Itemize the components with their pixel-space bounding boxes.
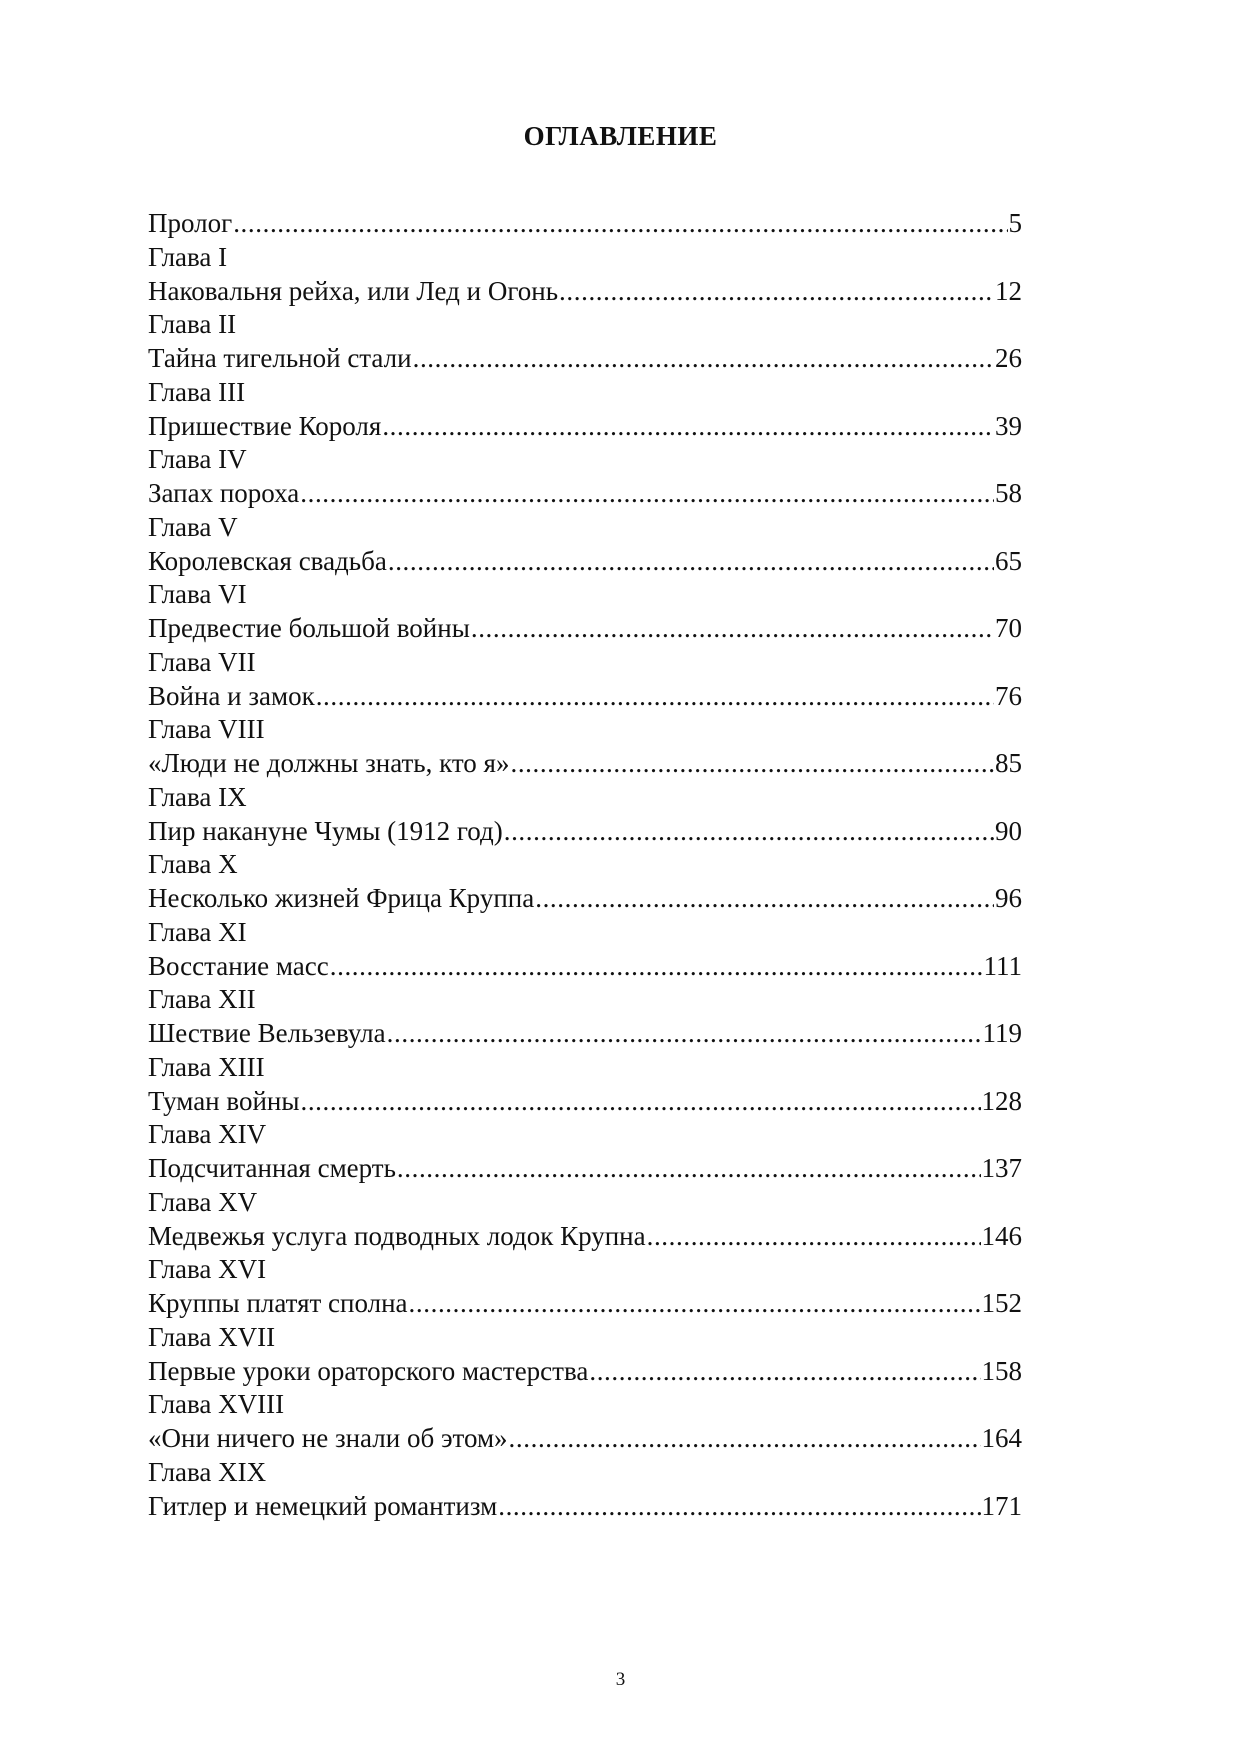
toc-chapter-label: Глава XII — [148, 984, 256, 1015]
toc-entry[interactable] — [148, 815, 1022, 849]
toc-entry[interactable] — [148, 747, 1022, 781]
toc-chapter-label: Глава IX — [148, 781, 247, 812]
toc-entry-page: 152 — [981, 1288, 1022, 1318]
toc-leader-dots — [387, 1017, 982, 1051]
toc-entry[interactable] — [148, 545, 1022, 579]
toc-entry[interactable] — [148, 1017, 1022, 1051]
toc-entry-title: «Они ничего не знали об этом» — [148, 1423, 508, 1453]
toc-leader-dots — [504, 815, 994, 849]
toc-entry-page: 171 — [981, 1490, 1022, 1521]
toc-leader-dots — [382, 410, 994, 444]
toc-entry[interactable] — [148, 1287, 1022, 1321]
toc-leader-dots — [300, 1085, 980, 1119]
toc-chapter-label: Глава III — [148, 376, 246, 407]
toc-leader-dots — [409, 1287, 981, 1321]
table-of-contents — [148, 207, 1022, 1523]
toc-chapter-label: Глава V — [148, 511, 238, 542]
toc-chapter-label: Глава VI — [148, 579, 247, 610]
toc-chapter-label: Глава XIII — [148, 1051, 265, 1082]
toc-entry-title: Пришествие Короля — [148, 410, 382, 441]
toc-entry-page: 119 — [982, 1018, 1022, 1048]
toc-entry-page: 146 — [981, 1220, 1022, 1251]
toc-chapter-label: Глава XIX — [148, 1456, 267, 1487]
page-title: ОГЛАВЛЕНИЕ — [523, 121, 718, 151]
toc-entry-page: 111 — [983, 950, 1022, 981]
toc-leader-dots — [647, 1220, 981, 1254]
toc-entry[interactable] — [148, 1490, 1022, 1524]
toc-chapter-label: Глава XI — [148, 916, 247, 947]
toc-entry-title: Несколько жизней Фрица Круппа — [148, 883, 535, 913]
toc-chapter-label: Глава IV — [148, 444, 247, 475]
toc-leader-dots — [330, 950, 983, 984]
toc-leader-dots — [397, 1152, 981, 1186]
toc-entry-page: 85 — [995, 748, 1022, 778]
toc-entry-title: Наковальня рейха, или Лед и Огонь — [148, 275, 559, 306]
toc-entry-page: 39 — [995, 410, 1022, 441]
toc-entry-title: Восстание масс — [148, 950, 329, 981]
toc-chapter-label: Глава XVI — [148, 1254, 267, 1285]
toc-entry-page: 26 — [995, 343, 1022, 373]
toc-entry-title: Война и замок — [148, 680, 315, 711]
toc-entry-page: 164 — [981, 1423, 1022, 1453]
toc-entry-title: Тайна тигельной стали — [148, 343, 412, 373]
toc-chapter-label: Глава I — [148, 241, 228, 272]
toc-entry[interactable] — [148, 950, 1022, 984]
toc-leader-dots — [509, 1422, 981, 1456]
page-number: 3 — [615, 1669, 626, 1690]
toc-leader-dots — [300, 477, 994, 511]
toc-leader-dots — [388, 545, 994, 579]
toc-entry[interactable] — [148, 275, 1022, 309]
toc-leader-dots — [316, 680, 994, 714]
toc-entry[interactable] — [148, 410, 1022, 444]
toc-entry-page: 12 — [995, 275, 1022, 306]
toc-entry-title: Пролог — [148, 208, 233, 238]
toc-chapter-label: Глава VIII — [148, 714, 265, 745]
toc-chapter-label: Глава XV — [148, 1186, 258, 1217]
toc-chapter-label: Глава XVIII — [148, 1389, 285, 1420]
toc-entry-prologue[interactable] — [148, 207, 1022, 241]
toc-entry-title: Предвестие большой войны — [148, 613, 470, 643]
toc-leader-dots — [233, 207, 1007, 241]
toc-entry-title: Туман войны — [148, 1085, 300, 1116]
toc-chapter-label: Глава II — [148, 309, 237, 340]
toc-leader-dots — [498, 1490, 980, 1524]
toc-entry-page: 158 — [981, 1355, 1022, 1386]
toc-leader-dots — [559, 275, 994, 309]
toc-chapter-label: Глава VII — [148, 646, 256, 677]
toc-entry-title: «Люди не должны знать, кто я» — [148, 748, 510, 778]
toc-entry[interactable] — [148, 680, 1022, 714]
toc-entry-title: Подсчитанная смерть — [148, 1153, 396, 1183]
toc-leader-dots — [535, 882, 994, 916]
toc-entry[interactable] — [148, 342, 1022, 376]
toc-leader-dots — [471, 612, 994, 646]
toc-entry-title: Королевская свадьба — [148, 545, 387, 576]
toc-entry[interactable] — [148, 1220, 1022, 1254]
toc-entry-page: 70 — [995, 613, 1022, 643]
toc-entry-title: Медвежья услуга подводных лодок Крупна — [148, 1220, 646, 1251]
toc-entry[interactable] — [148, 477, 1022, 511]
toc-entry-page: 137 — [981, 1153, 1022, 1183]
toc-chapter-label: Глава XVII — [148, 1321, 276, 1352]
toc-entry-page: 128 — [981, 1085, 1022, 1116]
toc-entry[interactable] — [148, 612, 1022, 646]
toc-entry-page: 90 — [995, 815, 1022, 846]
toc-entry-title: Гитлер и немецкий романтизм — [148, 1490, 498, 1521]
toc-entry[interactable] — [148, 1152, 1022, 1186]
toc-leader-dots — [413, 342, 994, 376]
toc-entry[interactable] — [148, 1085, 1022, 1119]
toc-entry-title: Пир накануне Чумы (1912 год) — [148, 815, 503, 846]
toc-entry-title: Первые уроки ораторского мастерства — [148, 1355, 589, 1386]
toc-entry-page: 65 — [995, 545, 1022, 576]
toc-entry-title: Шествие Вельзевула — [148, 1018, 386, 1048]
toc-chapter-label: Глава XIV — [148, 1119, 267, 1150]
toc-entry[interactable] — [148, 1422, 1022, 1456]
toc-chapter-label: Глава X — [148, 849, 238, 880]
toc-entry-title: Запах пороха — [148, 478, 300, 508]
toc-entry-page: 96 — [995, 883, 1022, 913]
toc-entry[interactable] — [148, 1355, 1022, 1389]
toc-leader-dots — [510, 747, 994, 781]
toc-entry[interactable] — [148, 882, 1022, 916]
toc-entry-page: 76 — [995, 680, 1022, 711]
toc-entry-page: 5 — [1008, 208, 1022, 238]
toc-leader-dots — [589, 1355, 980, 1389]
toc-entry-page: 58 — [995, 478, 1022, 508]
toc-entry-title: Круппы платят сполна — [148, 1288, 408, 1318]
